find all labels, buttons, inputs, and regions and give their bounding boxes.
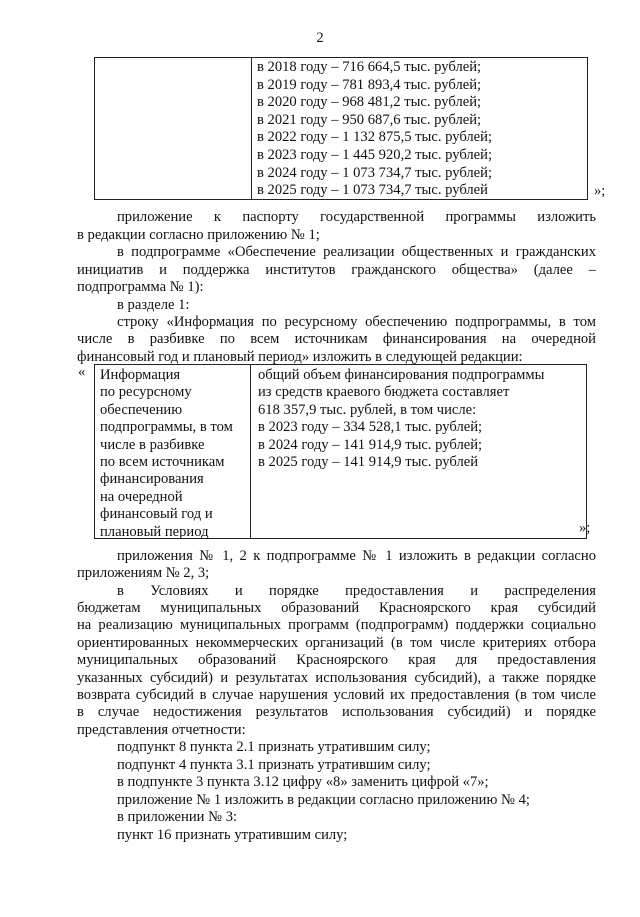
info-table-label-cell [100,367,233,541]
label-line: числе в разбивке [100,436,205,453]
paragraph-line: в редакции согласно приложению № 1; [77,227,320,243]
table-divider [250,365,251,538]
paragraph-line: в Условиях и порядке предоставления и распределения [117,583,596,599]
list-item: приложение № 1 изложить в редакции согласно приложению № 4; [117,792,530,808]
paragraph-line: приложения № 1, 2 к подпрограмме № 1 изложить в редакции согласно [117,548,596,564]
funding-line: в 2021 году – 950 687,6 тыс. рублей; [257,111,482,128]
list-item: подпункт 8 пункта 2.1 признать утратившим силу; [117,739,431,755]
paragraph-line: строку «Информация по ресурсному обеспечению подпрограммы, в том [117,314,596,330]
page-number: 2 [316,30,324,46]
paragraph-line: указанных субсидий) и результатах использования субсидий), а также порядке [77,670,596,686]
open-quote: « [78,364,86,380]
funding-line: в 2020 году – 968 481,2 тыс. рублей; [257,94,482,111]
funding-lines [257,59,492,200]
info-table [94,364,587,539]
paragraph-line: бюджетам муниципальных образований Красноярского края субсидий [77,600,596,616]
label-line: Информация [100,367,181,383]
paragraph-line: представления отчетности: [77,722,246,738]
list-item: пункт 16 признать утратившим силу; [117,827,348,843]
value-line: общий объем финансирования подпрограммы [258,367,545,383]
value-line: из средств краевого бюджета составляет [258,384,510,401]
paragraph-line: финансовый год и плановый период» изложить в следующей редакции: [77,349,523,365]
funding-line: в 2018 году – 716 664,5 тыс. рублей; [257,59,482,75]
close-quote: »; [594,183,606,199]
list-item: в подпункте 3 пункта 3.12 цифру «8» заменить цифрой «7»; [117,774,489,790]
list-item: подпункт 4 пункта 3.1 признать утратившим силу; [117,757,431,773]
list-item: в приложении № 3: [117,809,238,825]
label-line: финансирования [100,471,204,488]
funding-line: в 2022 году – 1 132 875,5 тыс. рублей; [257,129,493,146]
paragraph-line: инициатив и поддержка институтов гражданского общества» (далее – [77,262,596,278]
label-line: обеспечению [100,401,183,418]
funding-line: в 2023 году – 1 445 920,2 тыс. рублей; [257,146,493,163]
label-line: финансовый год и [100,506,213,523]
funding-table [94,57,588,200]
value-line: в 2024 году – 141 914,9 тыс. рублей; [258,436,483,453]
table-divider [251,58,252,199]
label-line: подпрограммы, в том [100,419,233,436]
paragraph-line: в подпрограмме «Обеспечение реализации общественных и гражданских [117,244,596,260]
funding-line: в 2025 году – 1 073 734,7 тыс. рублей [257,182,488,199]
value-line: в 2023 году – 334 528,1 тыс. рублей; [258,419,483,436]
paragraph-line: числе в разбивке по всем источникам финансирования на очередной [77,331,596,347]
label-line: по ресурсному [100,384,192,401]
paragraph-line: возврата субсидий в случае нарушения условий их предоставления (в том числе [77,687,596,703]
label-line: по всем источникам [100,453,225,470]
funding-line: в 2024 году – 1 073 734,7 тыс. рублей; [257,164,493,181]
paragraph-line: ориентированных некоммерческих организаций (в том числе критериях отбора [77,635,596,651]
label-line: плановый период [100,523,209,540]
value-line: 618 357,9 тыс. рублей, в том числе: [258,401,477,418]
value-line: в 2025 году – 141 914,9 тыс. рублей [258,453,479,470]
paragraph-line: в разделе 1: [117,297,190,313]
paragraph-line: на реализацию муниципальных программ (подпрограмм) поддержки социально [77,617,596,633]
funding-line: в 2019 году – 781 893,4 тыс. рублей; [257,76,482,93]
paragraph-line: приложениям № 2, 3; [77,565,210,581]
paragraph-line: муниципальных образований Красноярского края для предоставления [77,652,596,668]
info-table-value-cell [258,367,544,471]
close-quote: »; [579,520,591,536]
paragraph-line: приложение к паспорту государственной программы изложить [117,209,596,225]
label-line: на очередной [100,488,183,505]
paragraph-line: подпрограмма № 1): [77,279,204,295]
paragraph-line: в случае недостижения результатов использования субсидий) и порядке [77,704,596,720]
